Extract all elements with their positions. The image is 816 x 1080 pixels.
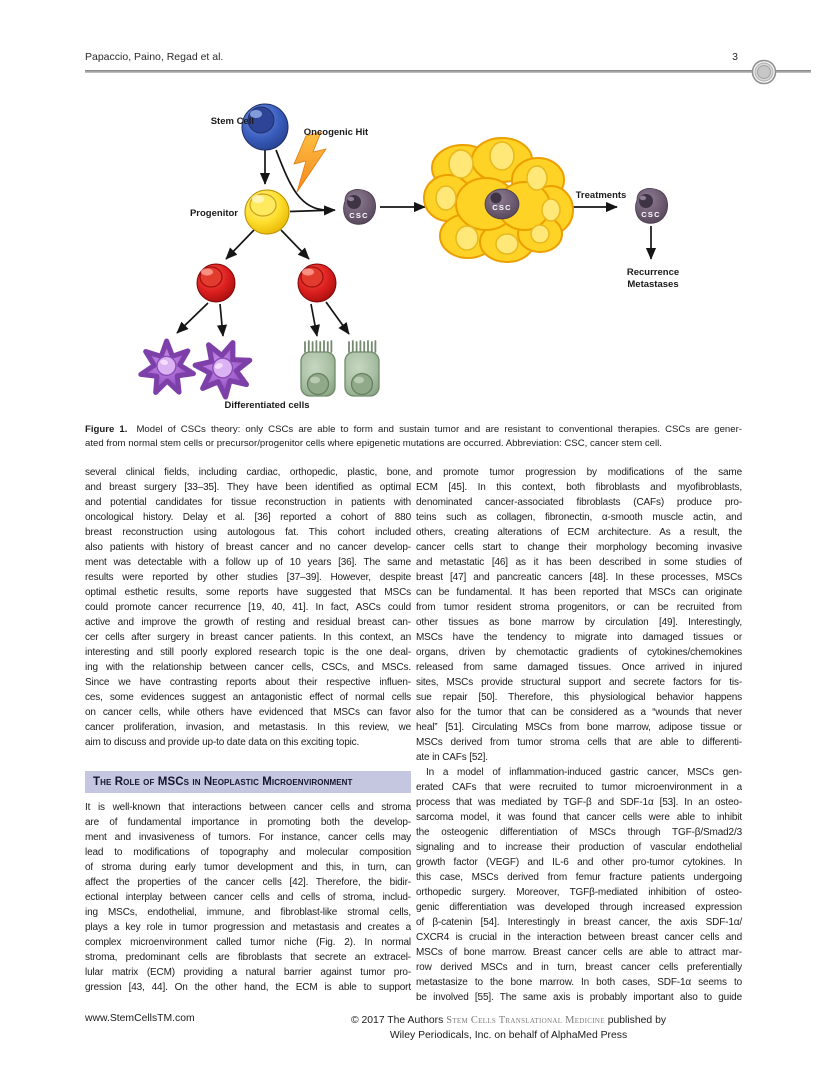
text-line: sarcoma model, it was found that cancer cells were able to inhibit [416,812,742,823]
text-line: others, creating alterations of ECM architecture. As a result, the [416,527,742,538]
caption-line: ated from normal stem cells or precursor/progenitor cells where epigenetic mutations are occurred. Abbreviation: CSC, cancer stem cell. [85,438,662,449]
copyright-line: © 2017 The Authors Stem Cells Translational Medicine published by [350,1015,667,1026]
text-line: erated CAFs that were recruited to tumor microenvironment in a [416,782,742,793]
text-line: cer cells after surgery in breast cancer patients. In this context, an [85,632,411,643]
caption-line: Figure 1. Model of CSCs theory: only CSCs are able to form and sustain tumor and are resistant to conventional therapies. CSCs are gener- [85,424,742,435]
text-line: results were reported by other studies [37–39]. However, despite [85,572,411,583]
stem-cell [242,104,288,150]
text-line: also for the tumor that can be considered as a “wounds that never [416,707,742,718]
text-line: the osteogenic differentiation of MSCs through TGF-β/Smad2/3 [416,827,742,838]
text-line: signaling and to increase their production of vascular endothelial [416,842,742,853]
text-line: lular matrix (ECM) providing a natural barrier against tumor pro- [85,967,411,978]
text-line: this case, MSCs derived from femur fracture patients undergoing [416,872,742,883]
text-line: It is well-known that interactions between cancer cells and stroma [85,802,411,813]
text-line: MSCs derived from tumor stroma cells that are able to differenti- [416,737,742,748]
figure-1-diagram [130,98,742,416]
differentiated-cell-green [345,341,379,396]
progenitor-cell [245,190,289,234]
text-line: on cancer cells, while others have evidenced that MSCs can favor [85,707,411,718]
text-line: affect the properties of the cancer cells [42]. Therefore, the bidir- [85,877,411,888]
text-line: released from same damaged tissues. Once arrived in injured [416,662,742,673]
medallion-icon [751,59,777,85]
text-line: cancer cells start to change their morphology becoming invasive [416,542,742,553]
text-line: sue repair [50]. Therefore, this physiological behavior happens [416,692,742,703]
paragraph [416,465,742,765]
csc-text: CSC [349,211,369,220]
csc-cell [344,189,376,224]
figure-caption [85,423,742,451]
text-line: heal” [51]. Circulating MSCs from bone marrow, adipose tissue or [416,722,742,733]
text-line: genic differentiation was developed through increased expression [416,902,742,913]
text-line: also patients with history of breast cancer and no cancer develop- [85,542,411,553]
text-line: denominated cancer-associated fibroblasts (CAFs) produce pro- [416,497,742,508]
text-line: MSCs have the tendency to migrate into damaged tissues or [416,632,742,643]
text-line: and breast surgery [33–35]. They have been identified as optimal [85,482,411,493]
paragraph [416,765,742,1005]
text-line: Since we have contrasting reports about their respective influen- [85,677,411,688]
text-line: ectional interplay between cancer cells and cells of stroma, includ- [85,892,411,903]
text-line: teins such as collagen, fibronectin, α-smooth muscle actin, and [416,512,742,523]
text-line: oncological history. Delay et al. [36] reported a cohort of 880 [85,512,411,523]
text-line: ate in CAFs [52]. [416,752,488,763]
section-heading: The Role of MSCs in Neoplastic Microenvironment [85,771,411,793]
text-line: cancer proliferation, invasion, and metastasis. In this review, we [85,722,411,733]
differentiated-cells-label: Differentiated cells [224,400,310,411]
text-line: ECM [45]. In this context, both fibroblasts and myofibroblasts, [416,482,742,493]
paragraph [85,465,411,750]
text-line: of stroma during early tumor development and this, in turn, can [85,862,411,873]
csc-cell-resistant [636,188,668,223]
text-line: lead to modifications of topography and molecular composition [85,847,411,858]
text-line: interesting and still poorly explored research topic is the one deal- [85,647,411,658]
csc-in-tumor [485,189,519,219]
text-line: plays a key role in tumor progression and metastasis and creates a [85,922,411,933]
oncogenic-hit-label: Oncogenic Hit [303,127,369,138]
daughter-cell-red [197,264,235,302]
text-line: metastasize to the bone marrow. In both cases, SDF-1α seems to [416,977,742,988]
text-line: several clinical fields, including cardiac, orthopedic, plastic, bone, [85,467,411,478]
text-line: are of fundamental importance in promoting both the develop- [85,817,411,828]
text-line: sites, MSCs provide structural support and secrete factors for tis- [416,677,742,688]
text-line: and metastatic [46] as it has been described in some studies of [416,557,742,568]
text-line: ing MSCs, endothelial, immune, and fibroblast-like stromal cells, [85,907,411,918]
text-line: ment and invasiveness of tumors. For instance, cancer cells may [85,832,411,843]
text-line: active and improve the growth of resting and residual breast can- [85,617,411,628]
text-line: ces, some evidences suggest an antagonistic effect of normal cells [85,692,411,703]
text-line: ment was detectable with a follow up of 10 years [36]. The same [85,557,411,568]
text-line: can be fundamental. It has been reported that MSCs can originate [416,587,742,598]
journal-name: Stem Cells Translational Medicine [446,1015,605,1026]
footer-copyright [285,1013,732,1043]
daughter-cell-red [298,264,336,302]
text-line: other tissues as bone marrow by circulation [49]. Interestingly, [416,617,742,628]
text-line: In a model of inflammation-induced gastric cancer, MSCs gen- [426,767,742,778]
paragraph [85,800,411,995]
lightning-bolt-icon [294,132,326,192]
text-line: growth factor (VEGF) and IL-6 and other pro-tumor cytokines. In [416,857,742,868]
text-line: orthopedic surgery. Moreover, TGFβ-mediated inhibition of osteo- [416,887,742,898]
text-line: aim to discuss and provide up-to date data on this exciting topic. [85,737,360,748]
running-head-authors: Papaccio, Paino, Regad et al. [85,51,224,63]
header-rule [85,70,811,73]
text-line: complex microenvironment called tumor niche (Fig. 2). In normal [85,937,411,948]
csc-text: CSC [492,203,512,212]
figure-arrows [177,150,651,336]
text-line: row derived MSCs and in turn, breast cancer cells preferentially [416,962,742,973]
metastases-label: Metastases [627,279,679,290]
stem-cell-label: Stem Cell [210,116,254,127]
differentiated-cell-green [301,341,335,396]
text-line: and promote tumor progression by modifications of the same [416,467,742,478]
text-line: ing with the relationship between cancer cells, CSCs, and MSCs. [85,662,411,673]
text-line: MSCs of bone marrow. Breast cancer cells are able to attract mar- [416,947,742,958]
text-line: be involved [55]. The same axis is probably important also to guide [416,992,742,1003]
text-line: breast reconstruction using autologous fat. This cohort included [85,527,411,538]
text-line: organs, driven by chemotactic gradients of cytokines/chemokines [416,647,742,658]
progenitor-label: Progenitor [189,208,238,219]
text-line: and potential candidates for tissue reconstruction in patients with [85,497,411,508]
copyright-line: Wiley Periodicals, Inc. on behalf of AlphaMed Press [389,1030,628,1041]
text-line: of β-catenin [54]. Interestingly in breast cancer, the axis SDF-1α/ [416,917,742,928]
treatments-label: Treatments [575,190,627,201]
differentiated-cell-purple [191,334,259,403]
text-line: CXCR4 is crucial in the interaction between breast cancer cells and [416,932,742,943]
footer-url: www.StemCellsTM.com [85,1013,195,1024]
csc-text: CSC [641,210,661,219]
tumor-mass [424,138,573,262]
recurrence-label: Recurrence [626,267,680,278]
text-line: from tumor resident stroma progenitors, or can be recruited from [416,602,742,613]
text-line: optimal esthetic results, some reports have suggested that MSCs [85,587,411,598]
text-line: stroma, predominant cells are fibroblasts that secrete an extracel- [85,952,411,963]
text-line: could promote cancer recurrence [19, 40, 41]. In fact, ASCs could [85,602,411,613]
text-line: gression [43, 44]. On the other hand, the ECM is able to support [85,982,411,993]
figure-caption-label: Figure 1. [85,424,128,435]
differentiated-cell-purple [138,337,199,399]
body-column-left [85,465,411,995]
page-number: 3 [732,51,738,63]
body-column-right [416,465,742,1005]
text-line: breast [47] and pancreatic cancers [48]. In these processes, MSCs [416,572,742,583]
text-line: process that was mediated by TGF-β and SDF-1α [53]. In an osteo- [416,797,742,808]
